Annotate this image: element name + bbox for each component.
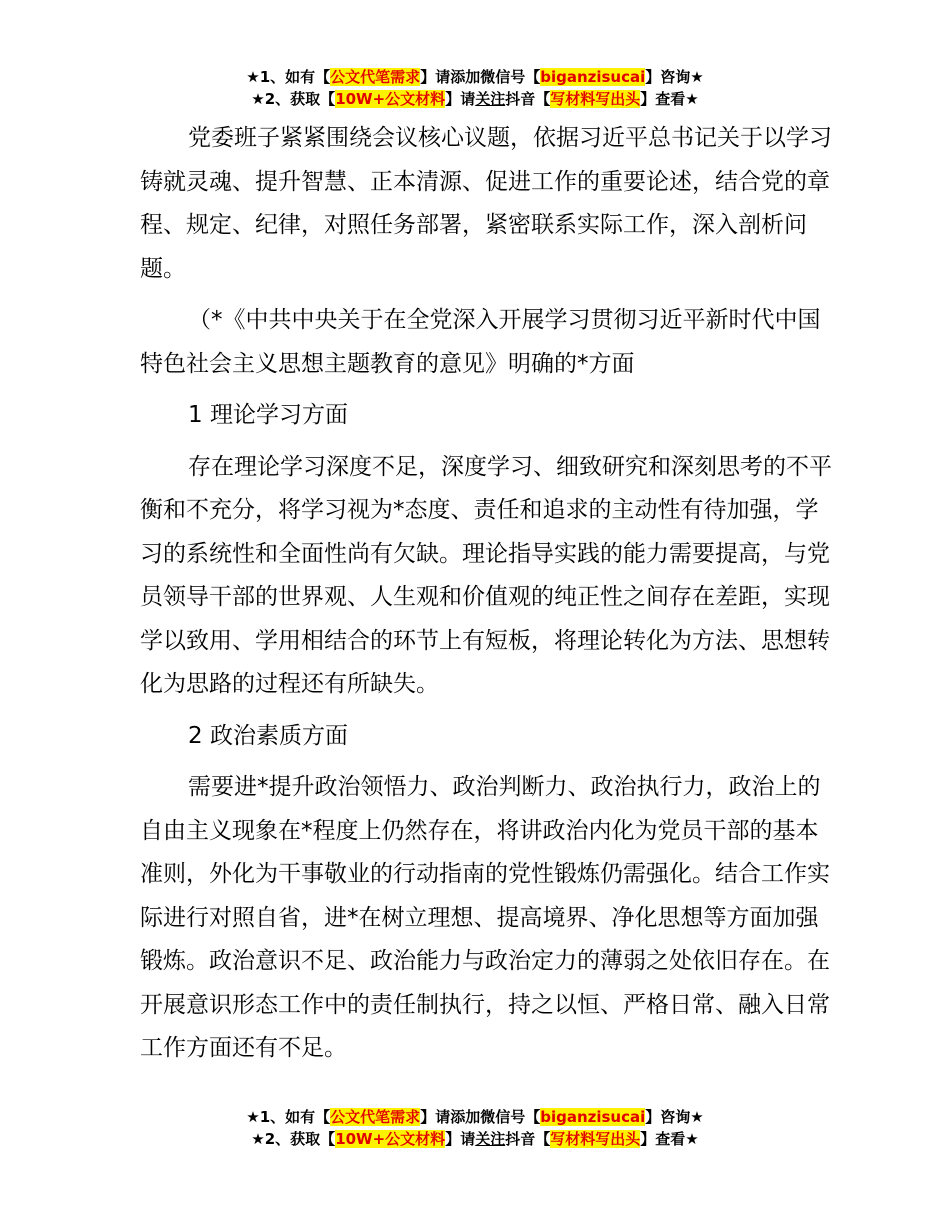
banner-text: 抖音【 — [505, 1130, 551, 1148]
section-heading-theory-study: 1 理论学习方面 — [188, 402, 348, 428]
section-heading-political-quality: 2 政治素质方面 — [188, 722, 348, 749]
banner-text: 】请 — [445, 1130, 476, 1148]
banner-text: ★2、获取【 — [251, 1130, 336, 1148]
banner-text: 】咨询★ — [645, 1108, 704, 1126]
banner-highlight-douyin: 写材料写出头 — [550, 1130, 641, 1148]
banner-line-1 — [0, 66, 950, 88]
banner-highlight-ghostwriting: 公文代笔需求 — [330, 1108, 421, 1126]
paragraph-theory-study: 存在理论学习深度不足，深度学习、细致研究和深刻思考的不平衡和不充分，将学习视为*态度、责任和追求的主动性有待加强，学习的系统性和全面性尚有欠缺。理论指导实践的能力需要提高，与党员领导干部的世界观、人生观和价值观的纯正性之间存在差距，实现学以致用、学用相结合的环节上有短板，将理论转化为方法、思想转化为思路的过程还有所缺失。 — [140, 453, 832, 697]
banner-highlight-materials: 10W+公文材料 — [335, 90, 446, 108]
banner-text: 】查看★ — [640, 90, 699, 108]
banner-text-follow: 关注 — [475, 1130, 506, 1148]
banner-line-2 — [0, 1128, 950, 1150]
banner-text-follow: 关注 — [475, 90, 506, 108]
banner-text: ★1、如有【 — [246, 1108, 331, 1126]
banner-text: 】咨询★ — [645, 68, 704, 86]
banner-highlight-wechat-id: biganzisucai — [540, 1108, 646, 1126]
paragraph-reference: （*《中共中央关于在全党深入开展学习贯彻习近平新时代中国特色社会主义思想主题教育的意见》明确的*方面 — [140, 307, 821, 377]
banner-text: 】请添加微信号【 — [420, 68, 541, 86]
banner-text: ★2、获取【 — [251, 90, 336, 108]
banner-text: ★1、如有【 — [246, 68, 331, 86]
banner-line-1 — [0, 1106, 950, 1128]
banner-highlight-materials: 10W+公文材料 — [335, 1130, 446, 1148]
paragraph-intro: 党委班子紧紧围绕会议核心议题，依据习近平总书记关于以学习铸就灵魂、提升智慧、正本清源、促进工作的重要论述，结合党的章程、规定、纪律，对照任务部署，紧密联系实际工作，深入剖析问题。 — [140, 125, 832, 282]
banner-highlight-wechat-id: biganzisucai — [540, 68, 646, 86]
banner-text: 】请添加微信号【 — [420, 1108, 541, 1126]
banner-text: 】查看★ — [640, 1130, 699, 1148]
banner-text: 】请 — [445, 90, 476, 108]
footer-banner — [0, 1106, 950, 1150]
banner-highlight-douyin: 写材料写出头 — [550, 90, 641, 108]
banner-text: 抖音【 — [505, 90, 551, 108]
document-body — [140, 117, 835, 1079]
banner-line-2 — [0, 88, 950, 110]
paragraph-political-quality: 需要进*提升政治领悟力、政治判断力、政治执行力，政治上的自由主义现象在*程度上仍然存在，将讲政治内化为党员干部的基本准则，外化为干事敬业的行动指南的党性锻炼仍需强化。结合工作实际进行对照自省，进*在树立理想、提高境界、净化思想等方面加强锻炼。政治意识不足、政治能力与政治定力的薄弱之处依旧存在。在开展意识形态工作中的责任制执行，持之以恒、严格日常、融入日常工作方面还有不足。 — [140, 774, 830, 1061]
header-banner — [0, 66, 950, 110]
banner-highlight-ghostwriting: 公文代笔需求 — [330, 68, 421, 86]
